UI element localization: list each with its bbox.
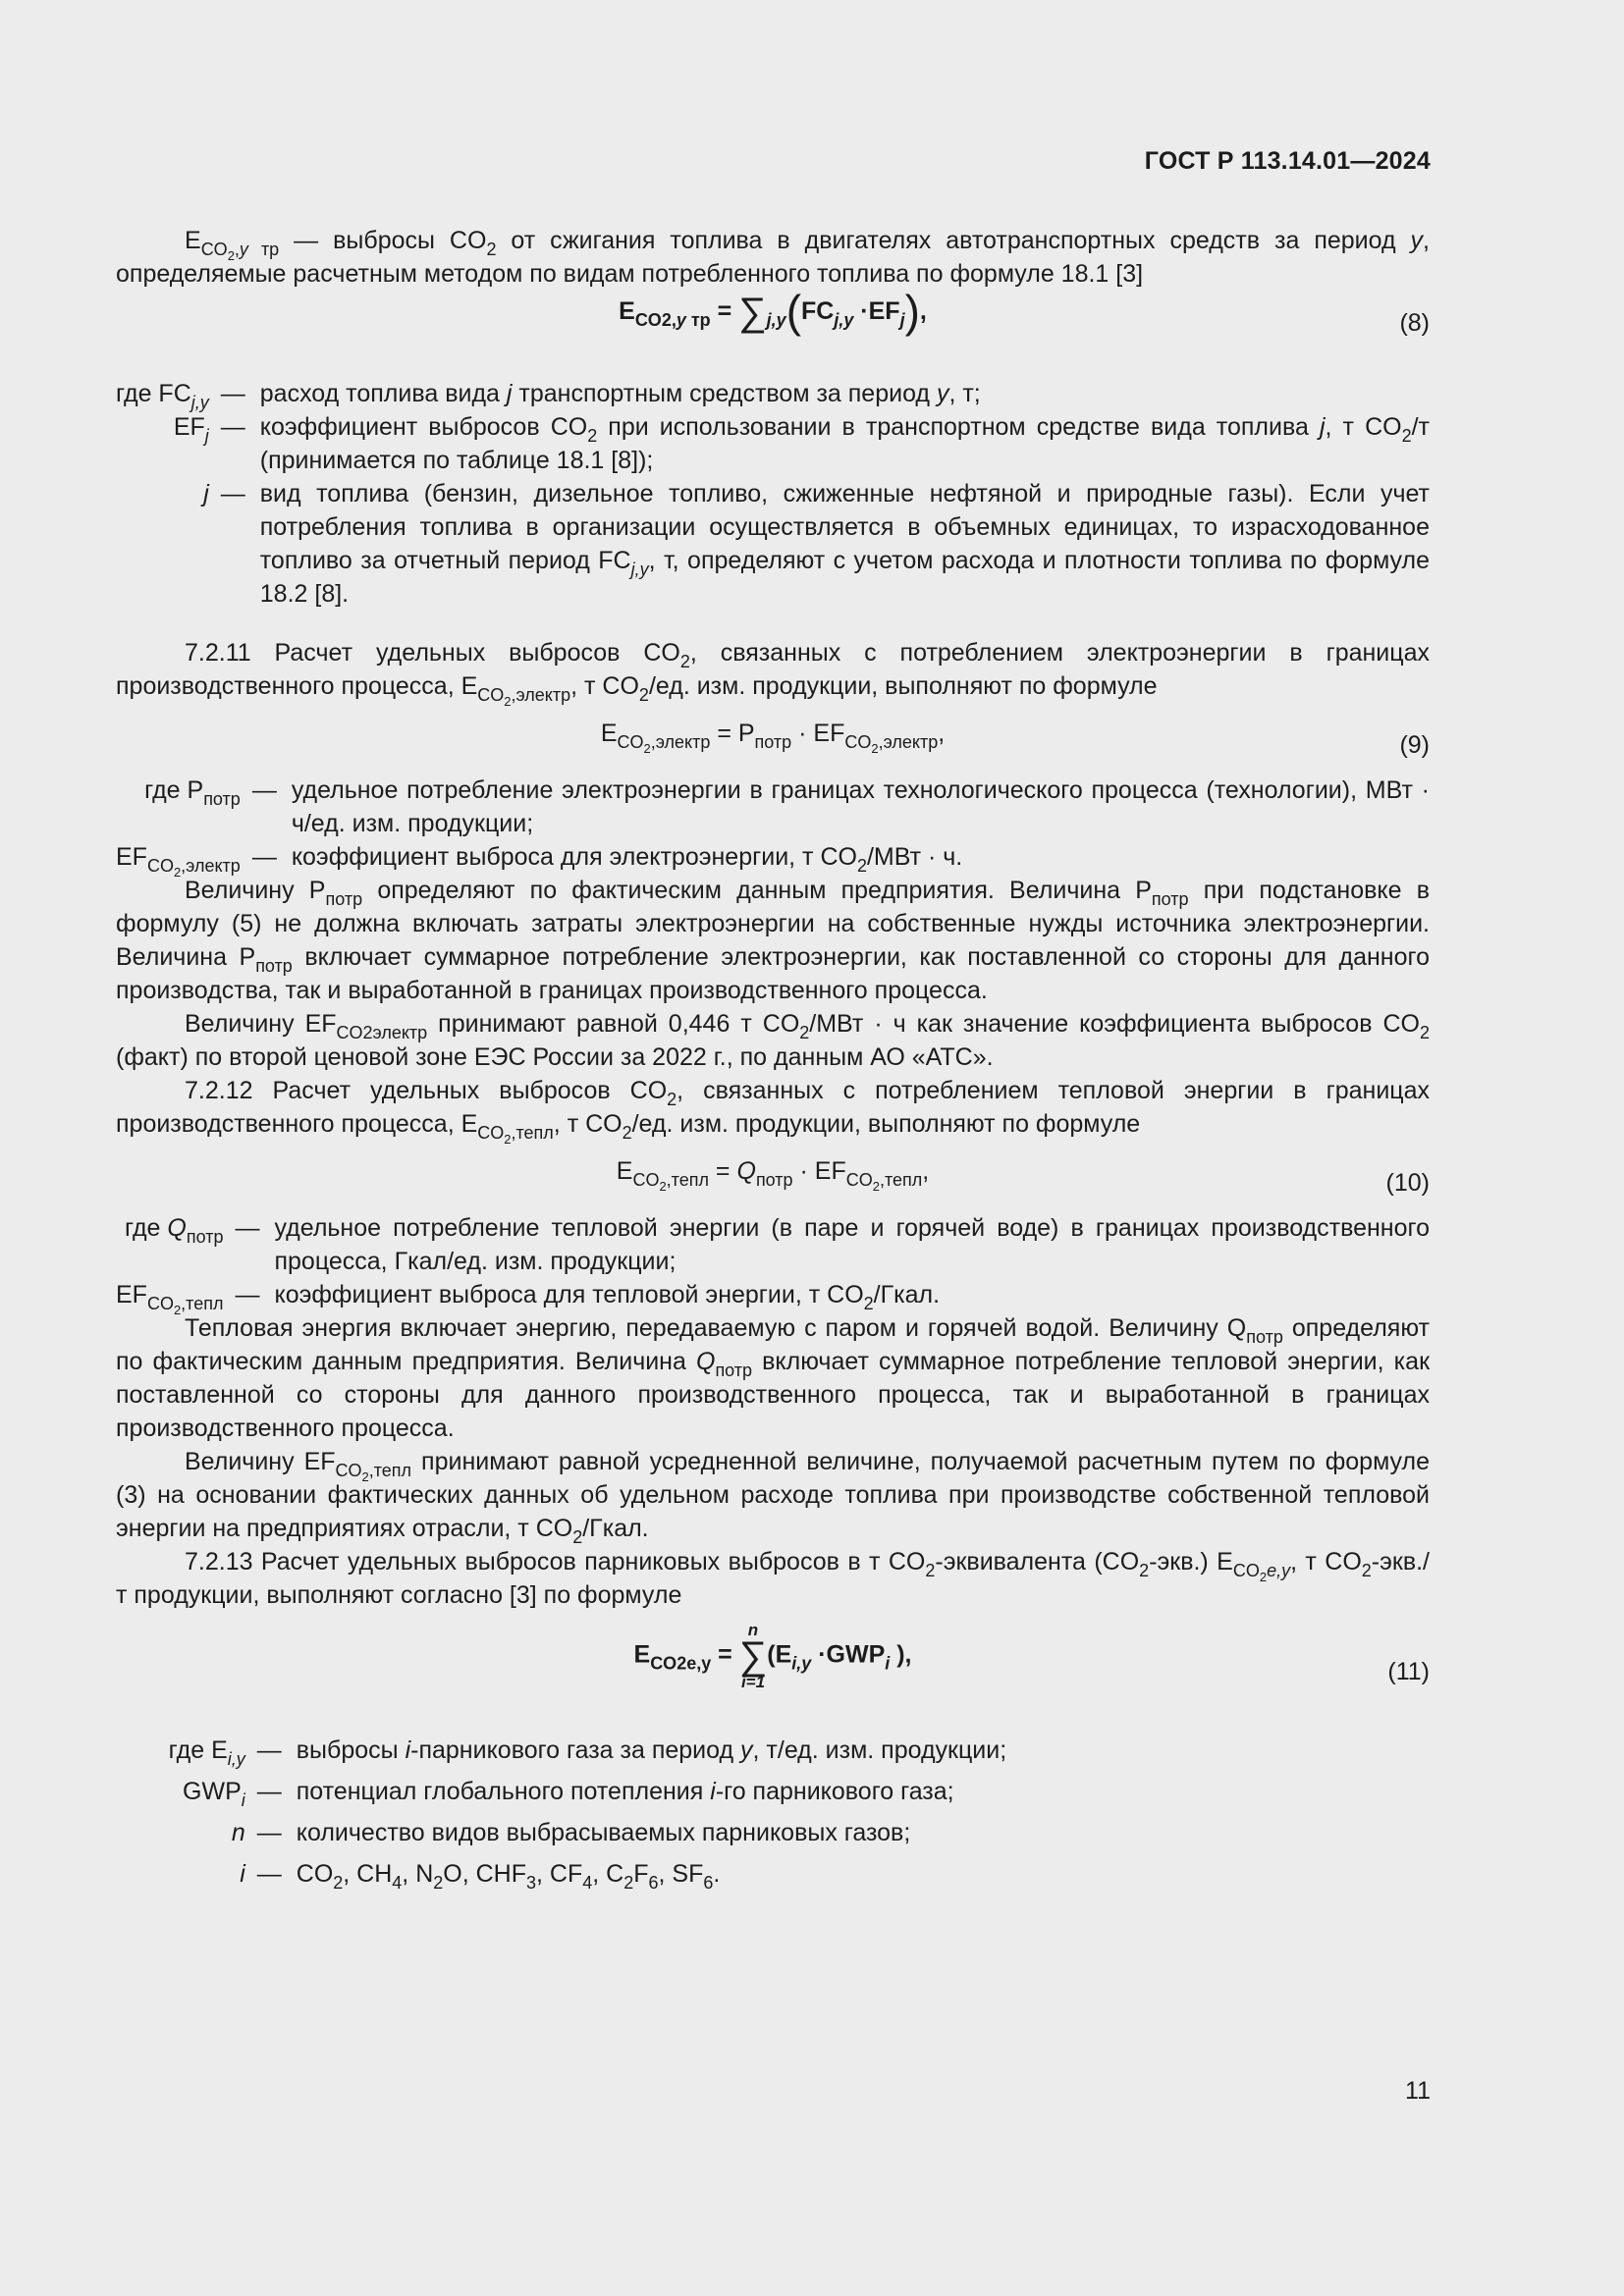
definitions-10 — [116, 1211, 1430, 1317]
formula-9: $E_{CO_2,электр} = P_{потр} \cdot EF_{CO_2,электр}$, (9) — [116, 717, 1430, 774]
definition-row: i — $CO_2$, $CH_4$, $N_2O$, $CHF_3$, $CF_4$, $C_2F_6$, $SF_6$. — [240, 1860, 721, 1893]
intro-paragraph: $E_{CO_2,y тр}$ — выбросы $CO_2$ от сжигания топлива в двигателях автотранспортных средств за период y, определяемые расчетным методом по видам потребленного топлива по формуле 18.1 [3] — [116, 227, 1430, 288]
definition-row: где $Q_{потр}$ — удельное потребление тепловой энергии (в паре и горячей воде) в границах производственного процесса, Гкал/ед. изм. продукции; — [124, 1214, 1430, 1275]
formula-number: (9) — [1399, 731, 1430, 759]
clause-7-2-11: 7.2.11 Расчет удельных выбросов $CO_2$, связанных с потреблением электроэнергии в границах производственного процесса, $E_{CO_2,электр}$, т $CO_2/ед$. изм. продукции, выполняют по формуле — [116, 639, 1430, 709]
definitions-8 — [116, 377, 1430, 611]
paragraph-ppotr: Величину $P_{потр}$ определяют по фактическим данным предприятия. Величина $P_{потр}$ при подстановке в формулу (5) не должна включать затраты электроэнергии на собственные нужды источника электроэнергии. Величина $P_{потр}$ включает суммарное потребление электроэнергии, как поставленной со стороны для данного производства, так и выработанной в границах производственного процесса. — [116, 877, 1430, 1004]
definition-row: $EF_{CO_2,тепл}$ — коэффициент выброса для тепловой энергии, т $CO_2$/Гкал. — [116, 1281, 941, 1317]
formula-number: (8) — [1399, 309, 1430, 337]
formula-10: $E_{CO_2,тепл} = Q_{потр} \cdot EF_{CO_2,тепл}$, (10) — [116, 1154, 1430, 1211]
formula-number: (10) — [1385, 1169, 1430, 1197]
clause-7-2-13: 7.2.13 Расчет удельных выбросов парниковых выбросов в т $CO_2$-эквивалента $(CO_2-экв.)$ $E_{CO_2e,y}$, т $CO_2-экв./$ т продукции, выполняют согласно [3] по формуле — [116, 1548, 1430, 1609]
definition-row: где $FC_{j,y}$ — расход топлива вида j транспортным средством за период y, т; — [116, 380, 981, 412]
definition-row: n — количество видов выбрасываемых парниковых газов; — [231, 1819, 911, 1846]
paragraph-ef-heat: Величину $EF_{CO_2,тепл}$ принимают равной усредненной величине, получаемой расчетным путем по формуле (3) на основании фактических данных об удельном расходе топлива при производстве собственной тепловой энергии на предприятиях отрасли, т $CO_2$/Гкал. — [116, 1448, 1430, 1547]
definition-row: j — вид топлива (бензин, дизельное топливо, сжиженные нефтяной и природные газы). Если учет потребления топлива в организации осуществляется в объемных единицах, то израсходованное топливо за отчетный период $FC_{j,y}$, т, определяют с учетом расхода и плотности топлива по формуле 18.2 [8]. — [203, 480, 1430, 608]
definition-row: где $E_{i,y}$ — выбросы i-парникового газа за период y, т/ед. изм. продукции; — [168, 1736, 1007, 1769]
definition-row: $GWP_i$ — потенциал глобального потепления i-го парникового газа; — [183, 1778, 954, 1810]
formula-8: $E_{CO2,y тр} = \sum_{j,y}(FC_{j,y} \cdot EF_j)$, (8) — [116, 294, 1430, 351]
formula-number: (11) — [1387, 1658, 1430, 1685]
paragraph-heat: Тепловая энергия включает энергию, передаваемую с паром и горячей водой. Величину $Q_{потр}$ определяют по фактическим данным предприятия. Величина $Q_{потр}$ включает суммарное потребление тепловой энергии, как поставленной со стороны для данного производственного процесса, так и выработанной в границах производственного процесса. — [116, 1314, 1431, 1442]
definition-row: $EF_j$ — коэффициент выбросов $CO_2$ при использовании в транспортном средстве вида топлива j, т $CO_2/т$ (принимается по таблице 18.1 [8]); — [173, 413, 1430, 474]
paragraph-ef-electric: Величину $EF_{CO2электр}$ принимают равной 0,446 т $CO_2$/МВт · ч как значение коэффициента выбросов $CO_2$ (факт) по второй ценовой зоне ЕЭС России за 2022 г., по данным АО «АТС». — [116, 1010, 1430, 1071]
definition-row: $EF_{CO_2,электр}$ — коэффициент выброса для электроэнергии, т $CO_2$/МВт · ч. — [116, 843, 963, 880]
definition-row: где $P_{потр}$ — удельное потребление электроэнергии в границах технологического процесса (технологии), МВт · ч/ед. изм. продукции; — [144, 776, 1430, 837]
document-header: ГОСТ Р 113.14.01—2024 — [1144, 147, 1431, 175]
formula-11: $E_{CO2e,y}$ = n ∑ i=1 ($E_{i,y} \cdot GWP_i$ ), (11) — [633, 1621, 1430, 1691]
definitions-9 — [116, 774, 1430, 880]
definitions-11 — [116, 1730, 1430, 1895]
document-body — [116, 224, 1430, 1895]
page-number: 11 — [1405, 2077, 1431, 2105]
clause-7-2-12: 7.2.12 Расчет удельных выбросов $CO_2$, связанных с потреблением тепловой энергии в границах производственного процесса, $E_{CO_2,тепл}$, т $CO_2/ед$. изм. продукции, выполняют по формуле — [116, 1077, 1431, 1147]
